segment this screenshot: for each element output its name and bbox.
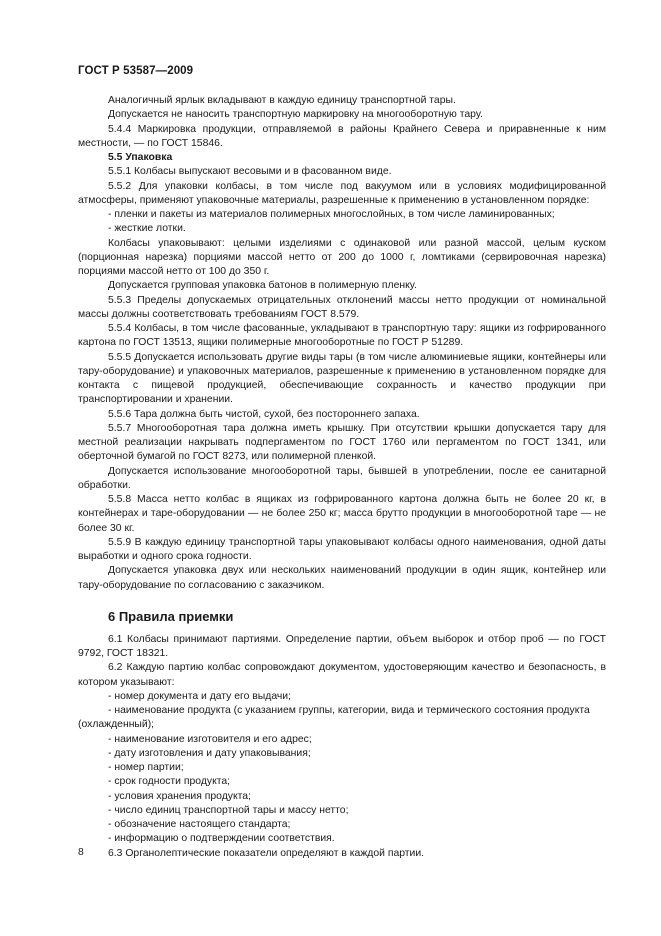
list-item: - наименование изготовителя и его адрес; xyxy=(108,733,312,745)
list-item: - номер документа и дату его выдачи; xyxy=(108,690,291,702)
list-item: - обозначение настоящего стандарта; xyxy=(108,819,291,830)
paragraph: Допускается использование многооборотной тары, бывшей в употреблении, после ее санитарной обработки. xyxy=(78,465,606,491)
paragraph: 6.1 Колбасы принимают партиями. Определение партии, объем выборок и отбор проб — по ГОСТ 9792, ГОСТ 18321. xyxy=(78,633,606,659)
paragraph: Допускается упаковка двух или нескольких наименований продукции в один ящик, контейнер или тару-оборудование по согласованию с заказчиком. xyxy=(78,565,606,591)
list-item: - наименование продукта (с указанием группы, категории, вида и термического состояния продукта (охлажденный); xyxy=(78,705,590,731)
paragraph: Колбасы упаковывают: целыми изделиями с одинаковой или разной массой, целым куском (порционная нарезка) порциями массой нетто от 200 до 1000 г, ломтиками (сервировочная нарезка) порциями массой нетто от 100 до 350 г. xyxy=(78,237,606,277)
paragraph: Аналогичный ярлык вкладывают в каждую единицу транспортной тары. xyxy=(108,95,456,106)
paragraph: Допускается групповая упаковка батонов в полимерную пленку. xyxy=(108,280,417,292)
paragraph: Допускается не наносить транспортную маркировку на многооборотную тару. xyxy=(108,109,483,121)
paragraph: 5.5.6 Тара должна быть чистой, сухой, без постороннего запаха. xyxy=(108,408,420,420)
paragraph: 6.2 Каждую партию колбас сопровождают документом, удостоверяющим качество и безопасность, в котором указывают: xyxy=(78,662,606,688)
standard-header: ГОСТ Р 53587—2009 xyxy=(78,65,194,77)
paragraph: 5.5.5 Допускается использовать другие виды тары (в том числе алюминиевые ящики, контейнеры или тару-оборудование) и упаковочных материалов, разрешенные к применению в установленном порядке для контакта с пищевой продукцией, обеспечивающие сохранность и качество продукции при транспортировании и хранении. xyxy=(78,351,606,406)
list-item: - пленки и пакеты из материалов полимерных многослойных, в том числе ламинированных; xyxy=(108,209,555,220)
paragraph: 5.4.4 Маркировка продукции, отправляемой в районы Крайнего Севера и приравненные к ним местности, — по ГОСТ 15846. xyxy=(78,123,606,149)
list-item: - дату изготовления и дату упаковывания; xyxy=(108,747,311,759)
paragraph: 5.5.2 Для упаковки колбасы, в том числе под вакуумом или в условиях модифицированной атмосферы, применяют упаковочные материалы, разрешенные к применению в установленном порядке: xyxy=(78,180,606,206)
paragraph: 5.5.9 В каждую единицу транспортной тары упаковывают колбасы одного наименования, одной даты выработки и одного срока годности. xyxy=(78,536,606,562)
list-item: - условия хранения продукта; xyxy=(108,790,251,802)
paragraph: 5.5.3 Пределы допускаемых отрицательных отклонений массы нетто продукции от номинальной массы должны соответствовать требованиям ГОСТ 8.579. xyxy=(78,294,606,320)
paragraph: 6.3 Органолептические показатели определяют в каждой партии. xyxy=(108,847,425,859)
paragraph: 5.5.7 Многооборотная тара должна иметь крышку. При отсутствии крышки допускается тару для местной реализации накрывать подпергаментом по ГОСТ 1760 или пергаментом по ГОСТ 1341, или оберточной бумагой по ГОСТ 8273, или полимерной пленкой. xyxy=(78,422,606,463)
page-number: 8 xyxy=(78,847,84,858)
list-item: - жесткие лотки. xyxy=(108,223,186,235)
document-body xyxy=(78,94,606,861)
subsection-heading: 5.5 Упаковка xyxy=(108,152,173,163)
paragraph: 5.5.4 Колбасы, в том числе фасованные, укладывают в транспортную тару: ящики из гофрированного картона по ГОСТ 13513, ящики полимерные многооборотные по ГОСТ Р 51289. xyxy=(78,323,606,349)
paragraph: 5.5.8 Масса нетто колбас в ящиках из гофрированного картона должна быть не более 20 кг, в контейнерах и таре-оборудовании — не более 250 кг; масса брутто продукции в многооборотной таре — не более 30 кг. xyxy=(78,494,606,534)
list-item: - информацию о подтверждении соответствия. xyxy=(108,833,335,845)
list-item: - номер партии; xyxy=(108,762,184,773)
paragraph: 5.5.1 Колбасы выпускают весовыми и в фасованном виде. xyxy=(108,166,392,178)
section-heading: 6 Правила приемки xyxy=(108,608,234,624)
list-item: - срок годности продукта; xyxy=(108,776,231,788)
list-item: - число единиц транспортной тары и массу нетто; xyxy=(108,804,349,816)
